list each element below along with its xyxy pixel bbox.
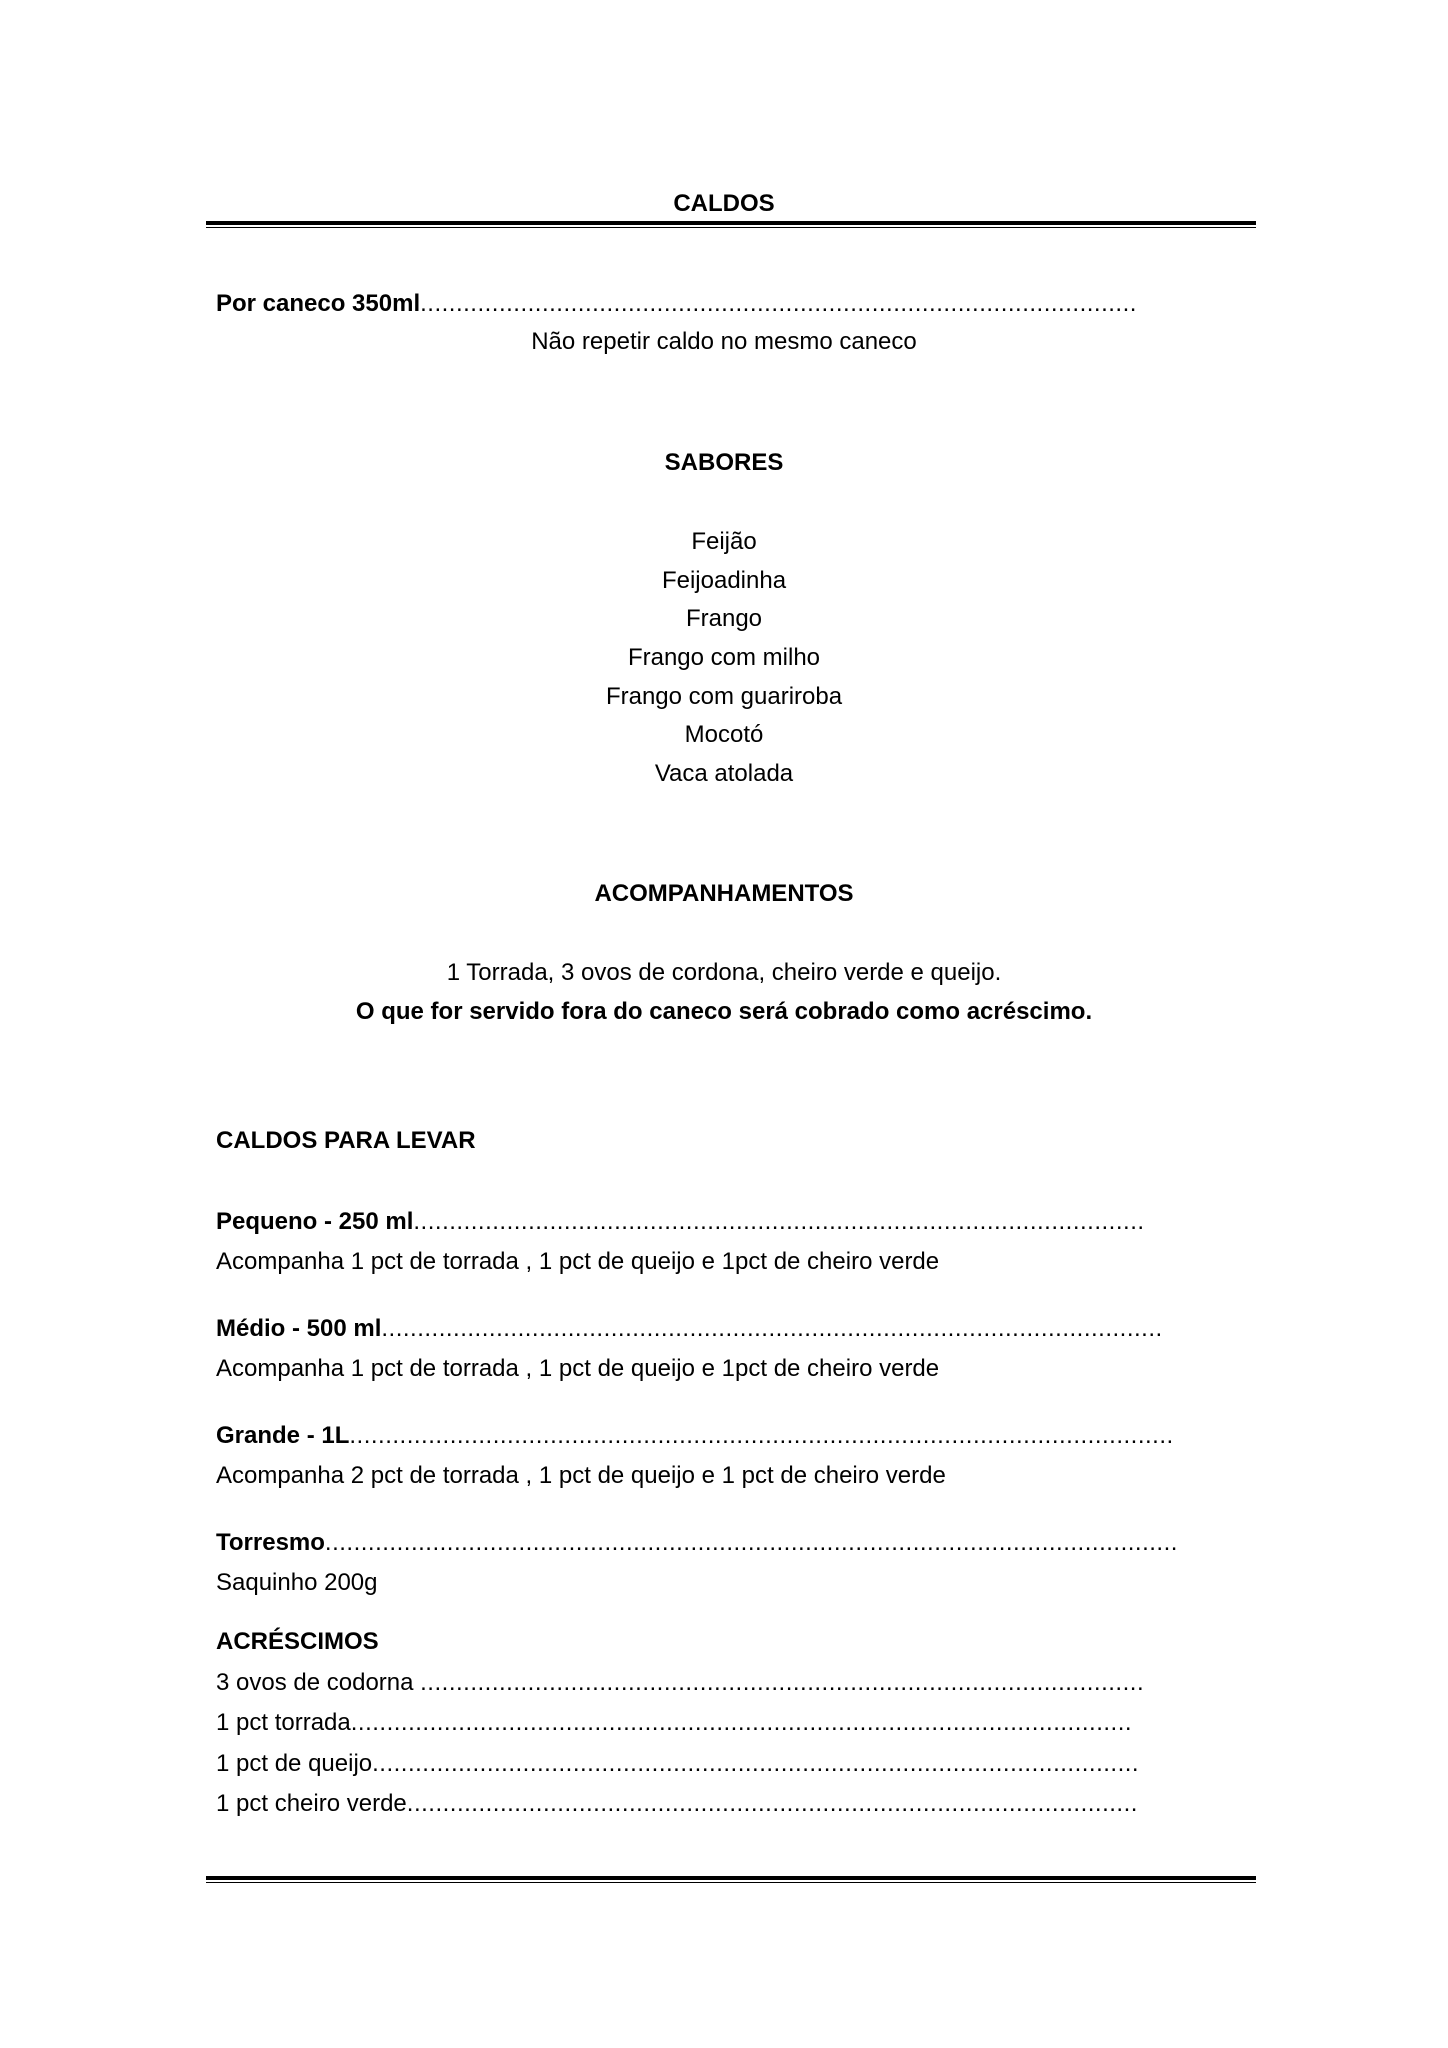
levar-item-pequeno [216, 1208, 1145, 1236]
levar-item-desc: Acompanha 2 pct de torrada , 1 pct de queijo e 1 pct de cheiro verde [216, 1462, 946, 1489]
acrescimo-item [216, 1709, 1132, 1737]
sabor-item: Vaca atolada [654, 760, 794, 787]
page-title: CALDOS [673, 190, 775, 217]
caneco-note: Não repetir caldo no mesmo caneco [531, 328, 917, 355]
acrescimo-item [216, 1790, 1138, 1818]
levar-item-medio [216, 1315, 1163, 1343]
levar-item-torresmo [216, 1529, 1178, 1557]
item-dots: ................................................................................................................... [349, 1422, 1174, 1449]
item-label: 1 pct torrada [216, 1709, 351, 1736]
item-label: Grande - 1L [216, 1422, 350, 1449]
item-label: Médio - 500 ml [216, 1315, 382, 1342]
item-dots: ........................................................................................................... [372, 1750, 1140, 1777]
sabor-item: Feijoadinha [661, 567, 787, 594]
levar-item-desc: Saquinho 200g [216, 1569, 378, 1596]
levar-item-desc: Acompanha 1 pct de torrada , 1 pct de queijo e 1pct de cheiro verde [216, 1248, 940, 1275]
bottom-divider [206, 1876, 1256, 1883]
sabor-item: Mocotó [684, 721, 764, 748]
acrescimo-item [216, 1750, 1139, 1778]
sabores-heading: SABORES [664, 449, 784, 476]
item-dots: ....................................................................................................................... [324, 1529, 1178, 1556]
levar-item-grande [216, 1422, 1174, 1450]
sabor-item: Frango com milho [627, 644, 821, 671]
acrescimo-item [216, 1669, 1144, 1697]
caneco-price-line [216, 290, 1137, 318]
sabor-item: Frango [685, 605, 763, 632]
item-label: Torresmo [216, 1529, 325, 1556]
item-dots: ...................................................................................................... [413, 1208, 1145, 1235]
sabor-item: Frango com guariroba [605, 683, 843, 710]
item-dots: ..................................................................................................... [420, 1669, 1145, 1696]
item-dots: ............................................................................................................. [381, 1315, 1163, 1342]
caneco-label: Por caneco 350ml [216, 290, 421, 317]
item-label: 1 pct de queijo [216, 1750, 373, 1777]
acompanhamentos-heading: ACOMPANHAMENTOS [594, 880, 854, 907]
item-label: 1 pct cheiro verde [216, 1790, 407, 1817]
sabor-item: Feijão [691, 528, 757, 555]
acrescimos-heading: ACRÉSCIMOS [216, 1628, 379, 1655]
item-dots: ...................................................................................................... [406, 1790, 1138, 1817]
item-label: Pequeno - 250 ml [216, 1208, 414, 1235]
caneco-dots: .................................................................................................... [420, 290, 1137, 317]
acompanhamentos-warning: O que for servido fora do caneco será cobrado como acréscimo. [355, 998, 1093, 1025]
item-dots: ............................................................................................................. [350, 1709, 1133, 1736]
top-divider [206, 221, 1256, 228]
levar-item-desc: Acompanha 1 pct de torrada , 1 pct de queijo e 1pct de cheiro verde [216, 1355, 940, 1382]
acompanhamentos-line: 1 Torrada, 3 ovos de cordona, cheiro verde e queijo. [446, 959, 1002, 986]
levar-heading: CALDOS PARA LEVAR [216, 1127, 476, 1154]
item-label: 3 ovos de codorna [216, 1669, 421, 1696]
